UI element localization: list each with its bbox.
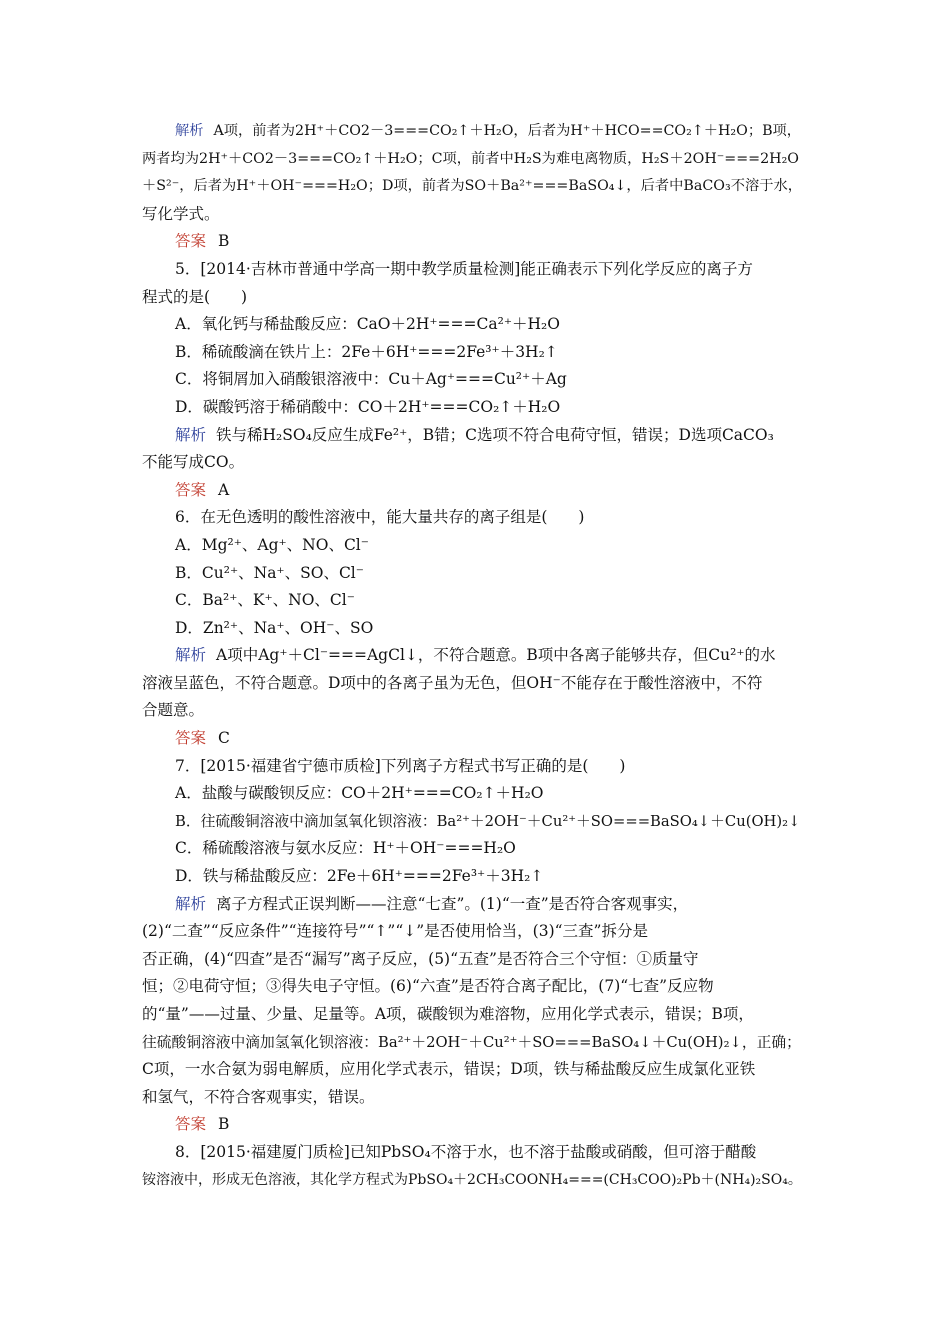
analysis-label: 解析 [175,646,207,665]
option-a: A．氧化钙与稀盐酸反应：CaO＋2H⁺===Ca²⁺＋H₂O [175,315,560,334]
option-c: C．Ba²⁺、K⁺、NO、Cl⁻ [175,591,355,610]
analysis-line: 解析 A项中Ag⁺＋Cl⁻===AgCl↓，不符合题意。B项中各离子能够共存，但Cu²⁺的水 [175,646,776,665]
analysis-line: 和氢气，不符合客观事实，错误。 [142,1087,375,1106]
analysis-line: 解析 离子方程式正误判断——注意“七查”。(1)“一查”是否符合客观事实， [175,894,689,913]
analysis-line: 不能写成CO。 [142,453,245,472]
answer-line [142,228,810,256]
option-d: D．Zn²⁺、Na⁺、OH⁻、SO [175,618,374,637]
question-stem: 8．[2015·福建厦门质检]已知PbSO₄不溶于水，也不溶于盐酸或硝酸，但可溶于醋酸 [175,1142,757,1161]
answer-value: B [218,232,230,251]
question-stem: 铵溶液中，形成无色溶液，其化学方程式为PbSO₄＋2CH₃COONH₄===(CH₃COO)₂Pb＋(NH₄)₂SO₄。 [142,1171,802,1188]
answer-value: B [218,1115,230,1134]
analysis-line: (2)“二查”“反应条件”“连接符号”“↑”“↓”是否使用恰当，(3)“三查”拆分是 [142,922,648,941]
answer-value: C [218,729,230,748]
option-d: D．碳酸钙溶于稀硝酸中：CO＋2H⁺===CO₂↑＋H₂O [175,397,561,416]
option-a: A．盐酸与碳酸钡反应：CO＋2H⁺===CO₂↑＋H₂O [175,784,544,803]
analysis-line: 的“量”——过量、少量、足量等。A项，碳酸钡为难溶物，应用化学式表示，错误；B项， [142,1005,754,1023]
analysis-label: 解析 [175,894,207,913]
analysis-line: 合题意。 [142,701,205,720]
question-stem: 6．在无色透明的酸性溶液中，能大量共存的离子组是( ) [175,508,585,527]
answer-value: A [218,480,230,499]
answer-line [142,725,810,753]
analysis-line: 两者均为2H⁺＋CO2－3===CO₂↑＋H₂O；C项，前者中H₂S为难电离物质，H₂S＋2OH⁻===2H₂O [142,150,799,167]
question-stem: 程式的是( ) [142,287,248,306]
answer-label: 答案 [175,1115,207,1134]
analysis-line: 否正确，(4)“四查”是否“漏写”离子反应，(5)“五查”是否符合三个守恒：①质量守 [142,949,699,968]
option-d: D．铁与稀盐酸反应：2Fe＋6H⁺===2Fe³⁺＋3H₂↑ [175,867,544,886]
analysis-line: 往硫酸铜溶液中滴加氢氧化钡溶液：Ba²⁺＋2OH⁻＋Cu²⁺＋SO===BaSO₄↓＋Cu(OH)₂↓，正确； [142,1033,801,1051]
analysis-label: 解析 [175,123,204,139]
analysis-line: 写化学式。 [142,204,220,223]
option-b: B．往硫酸铜溶液中滴加氢氧化钡溶液：Ba²⁺＋2OH⁻＋Cu²⁺＋SO===BaSO₄↓＋Cu(OH)₂↓ [175,812,801,830]
answer-label: 答案 [175,729,207,748]
analysis-line: ＋S²⁻，后者为H⁺＋OH⁻===H₂O；D项，前者为SO＋Ba²⁺===BaSO₄↓，后者中BaCO₃不溶于水， [142,178,802,195]
answer-line [142,477,810,505]
analysis-label: 解析 [175,425,207,444]
option-b: B．稀硫酸滴在铁片上：2Fe＋6H⁺===2Fe³⁺＋3H₂↑ [175,342,558,361]
option-b: B．Cu²⁺、Na⁺、SO、Cl⁻ [175,563,364,582]
analysis-line: 恒；②电荷守恒；③得失电子守恒。(6)“六查”是否符合离子配比，(7)“七查”反应物 [142,977,714,996]
question-stem: 5．[2014·吉林市普通中学高一期中教学质量检测]能正确表示下列化学反应的离子方 [175,259,753,278]
analysis-line: 解析 A项，前者为2H⁺＋CO2－3===CO₂↑＋H₂O，后者为H⁺＋HCO==CO₂↑＋H₂O；B项， [175,123,802,139]
answer-line [142,1111,810,1139]
answer-label: 答案 [175,480,207,499]
option-a: A．Mg²⁺、Ag⁺、NO、Cl⁻ [175,535,369,554]
option-c: C．将铜屑加入硝酸银溶液中：Cu＋Ag⁺===Cu²⁺＋Ag [175,370,567,389]
document-page [142,118,810,1194]
answer-label: 答案 [175,232,207,251]
analysis-line: 解析 铁与稀H₂SO₄反应生成Fe²⁺，B错；C选项不符合电荷守恒，错误；D选项CaCO₃ [175,425,774,444]
analysis-line: C项，一水合氨为弱电解质，应用化学式表示，错误；D项，铁与稀盐酸反应生成氯化亚铁 [142,1060,756,1079]
analysis-line: 溶液呈蓝色，不符合题意。D项中的各离子虽为无色，但OH⁻不能存在于酸性溶液中，不符 [142,673,763,692]
question-stem: 7．[2015·福建省宁德市质检]下列离子方程式书写正确的是( ) [175,756,626,775]
option-c: C．稀硫酸溶液与氨水反应：H⁺＋OH⁻===H₂O [175,839,516,858]
